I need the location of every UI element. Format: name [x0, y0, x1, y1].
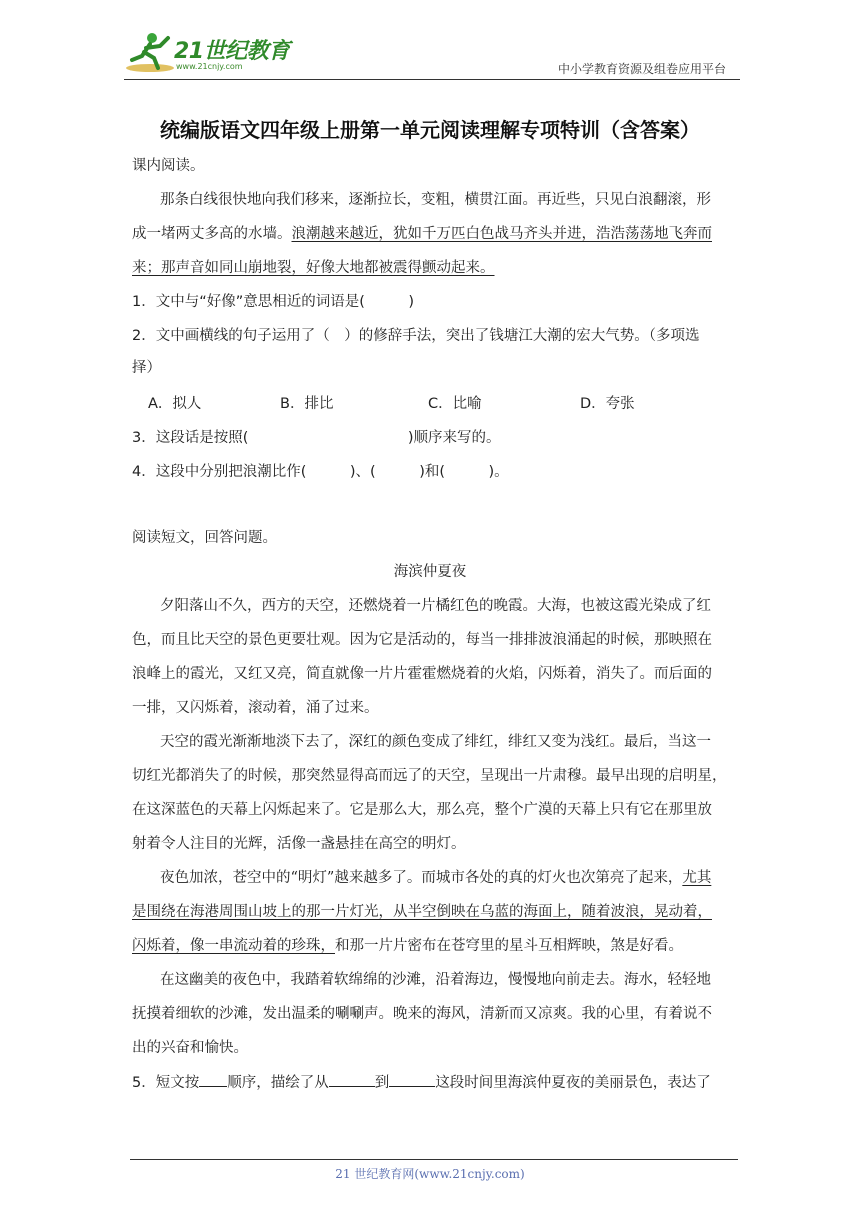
- article-text: 夜色加浓，苍空中的“明灯”越来越多了。而城市各处的真的灯火也次第亮了起来，: [160, 870, 683, 886]
- platform-name: 中小学教育资源及组卷应用平台: [557, 62, 726, 76]
- section1-heading: 课内阅读。: [132, 158, 205, 174]
- answer-blank[interactable]: [389, 1072, 435, 1087]
- article-line: 射着令人注目的光辉，活像一盏悬挂在高空的明灯。: [132, 836, 466, 852]
- q5-text: 这段时间里海滨仲夏夜的美丽景色，表达了: [435, 1075, 711, 1091]
- logo-text: 21世纪教育: [174, 39, 290, 64]
- section2-heading: 阅读短文，回答问题。: [132, 530, 277, 546]
- question-4: 4．这段中分别把浪潮比作( )、( )和( )。: [132, 464, 509, 480]
- article-line: 天空的霞光渐渐地淡下去了，深红的颜色变成了绯红，绯红又变为浅红。最后，当这一: [160, 734, 711, 750]
- q5-text: 到: [374, 1075, 390, 1091]
- article-line: 浪峰上的霞光，又红又亮，简直就像一片片霍霍燃烧着的火焰，闪烁着，消失了。而后面的: [132, 666, 712, 682]
- article-line: 在这深蓝色的天幕上闪烁起来了。它是那么大，那么亮，整个广漠的天幕上只有它在那里放: [132, 802, 712, 818]
- q5-text: 顺序，描绘了从: [227, 1075, 329, 1091]
- question-2-cont: 择）: [132, 360, 161, 376]
- question-5: [132, 1072, 711, 1093]
- runner-logo-icon: [122, 30, 174, 74]
- option-a: A．拟人: [148, 396, 202, 412]
- article-line: 抚摸着细软的沙滩，发出温柔的唰唰声。晚来的海风，清新而又凉爽。我的心里，有着说不: [132, 1006, 712, 1022]
- logo: [122, 30, 302, 76]
- article-line: 色，而且比天空的景色更要壮观。因为它是活动的，每当一排排波浪涌起的时候，那映照在: [132, 632, 712, 648]
- article-underlined-text: 闪烁着，像一串流动着的珍珠，: [132, 938, 335, 954]
- article-line: [160, 868, 711, 888]
- article-line: 一排，又闪烁着，滚动着，涌了过来。: [132, 700, 379, 716]
- page-header: [122, 30, 740, 80]
- article-line: 在这幽美的夜色中，我踏着软绵绵的沙滩，沿着海边，慢慢地向前走去。海水，轻轻地: [160, 972, 711, 988]
- s1-para-text: 成一堵两丈多高的水墙。: [132, 226, 292, 242]
- article-title: 海滨仲夏夜: [393, 564, 467, 580]
- option-c: C．比喻: [428, 396, 482, 412]
- article-line: 切红光都消失了的时候，那突然显得高而远了的天空，呈现出一片肃穆。最早出现的启明星，: [132, 768, 727, 784]
- s1-para-line: [132, 224, 712, 244]
- document-title: 统编版语文四年级上册第一单元阅读理解专项特训（含答案）: [160, 118, 700, 142]
- footer-divider: [130, 1159, 738, 1160]
- s1-para-line: 那条白线很快地向我们移来，逐渐拉长，变粗，横贯江面。再近些，只见白浪翻滚，形: [160, 192, 711, 208]
- s1-underlined-line: 来；那声音如同山崩地裂，好像大地都被震得颤动起来。: [132, 260, 495, 276]
- article-text: 和那一片片密布在苍穹里的星斗互相辉映，煞是好看。: [335, 938, 683, 954]
- article-underlined-line: 是围绕在海港周围山坡上的那一片灯光，从半空倒映在乌蓝的海面上，随着波浪，晃动着，: [132, 904, 712, 920]
- q5-text: 5．短文按: [132, 1075, 200, 1091]
- article-line: 夕阳落山不久，西方的天空，还燃烧着一片橘红色的晚霞。大海，也被这霞光染成了红: [160, 598, 711, 614]
- question-1: 1．文中与“好像”意思相近的词语是( ): [132, 294, 415, 310]
- article-line: 出的兴奋和愉快。: [132, 1040, 248, 1056]
- footer-text: 21 世纪教育网(www.21cnjy.com): [335, 1167, 525, 1181]
- option-b: B．排比: [280, 396, 334, 412]
- answer-blank[interactable]: [199, 1072, 227, 1087]
- answer-blank[interactable]: [329, 1072, 375, 1087]
- question-2: 2．文中画横线的句子运用了（ ）的修辞手法，突出了钱塘江大潮的宏大气势。（多项选: [132, 328, 700, 344]
- article-underlined-text: 尤其: [682, 870, 712, 886]
- question-3: 3．这段话是按照( )顺序来写的。: [132, 430, 501, 446]
- option-d: D．夸张: [580, 396, 635, 412]
- s1-underlined-text: 浪潮越来越近，犹如千万匹白色战马齐头并进，浩浩荡荡地飞奔而: [291, 226, 712, 242]
- logo-url: www.21cnjy.com: [176, 62, 243, 71]
- article-line: [132, 936, 683, 956]
- header-divider: [124, 79, 740, 80]
